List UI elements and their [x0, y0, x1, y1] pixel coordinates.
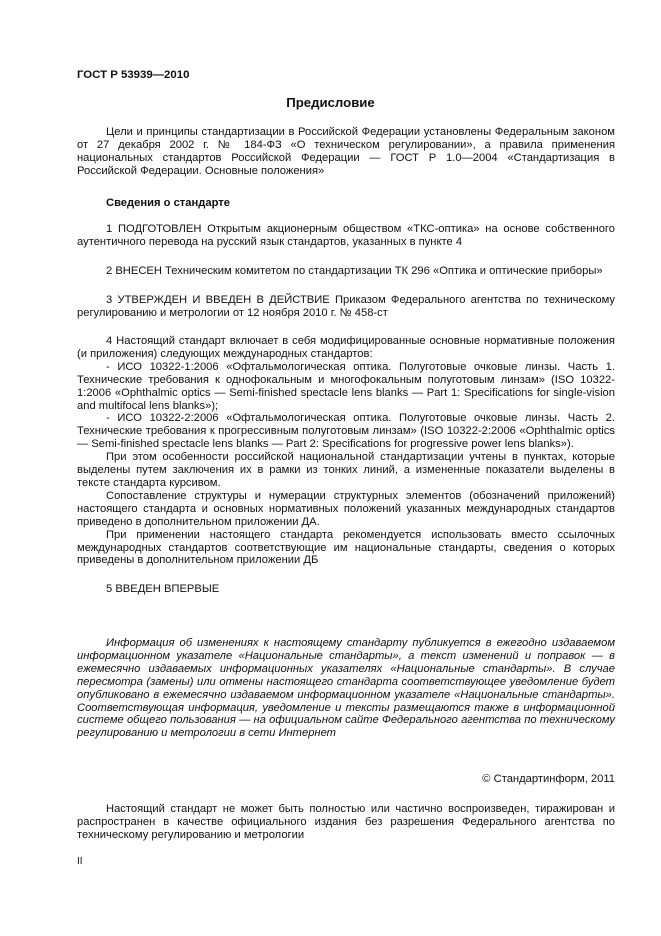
page-title: Предисловие: [286, 95, 375, 110]
item-1-prepared: 1 ПОДГОТОВЛЕН Открытым акционерным обществом «ТКС-оптика» на основе собственного аутентичного перевода на русский язык стандартов, указанных в пункте 4: [77, 223, 615, 248]
document-code-header: ГОСТ Р 53939—2010: [77, 69, 190, 81]
item-4-note-comparison: Сопоставление структуры и нумерации структурных элементов (обозначений приложений) настоящего стандарта и основных нормативных положений указанных международных стандартов приведено в дополнительном приложении ДА.: [77, 489, 615, 528]
item-4-block: [77, 335, 615, 567]
item-4-intro: 4 Настоящий стандарт включает в себя модифицированные основные нормативные положения (и приложения) следующих международных стандартов:: [77, 335, 615, 360]
intro-paragraph: Цели и принципы стандартизации в Российской Федерации установлены Федеральным законом от 27 декабря 2002 г. № 184-ФЗ «О техническом регулировании», а правила применения национальных стандартов Российской Федерации — ГОСТ Р 1.0—2004 «Стандартизация в Российской Федерации. Основные положения»: [77, 126, 615, 177]
changes-notice: Информация об изменениях к настоящему стандарту публикуется в ежегодно издаваемом информационном указателе «Национальные стандарты», а текст изменений и поправок — в ежемесячно издаваемых информационных указателях «Национальные стандарты». В случае пересмотра (замены) или отмены настоящего стандарта соответствующее уведомление будет опубликовано в ежемесячно издаваемом информационном указателе «Национальные стандарты». Соответствующая информация, уведомление и тексты размещаются также в информационной системе общего пользования — на официальном сайте Федерального агентства по техническому регулированию и метрологии в сети Интернет: [77, 637, 615, 740]
item-4-standard-1: - ИСО 10322-1:2006 «Офтальмологическая оптика. Полуготовые очковые линзы. Часть 1. Технические требования к однофокальным и многофокальным полуготовым линзам» (ISO 10322-1:2006 «Ophthalmic optics — Semi-finished spectacle lens blanks — Part 1: Specifications for single-vision and multifocal lens blanks»);: [77, 360, 615, 412]
item-3-approved: 3 УТВЕРЖДЕН И ВВЕДЕН В ДЕЙСТВИЕ Приказом Федерального агентства по техническому регулированию и метрологии от 12 ноября 2010 г. № 458-ст: [77, 294, 615, 319]
copyright: © Стандартинформ, 2011: [482, 773, 615, 785]
item-2-introduced: 2 ВНЕСЕН Техническим комитетом по стандартизации ТК 296 «Оптика и оптические приборы»: [106, 265, 603, 277]
page-number: II: [77, 856, 83, 867]
reproduction-notice: Настоящий стандарт не может быть полностью или частично воспроизведен, тиражирован и распространен в качестве официального издания без разрешения Федерального агентства по техническому регулированию и метрологии: [77, 803, 615, 841]
item-4-standard-2: - ИСО 10322-2:2006 «Офтальмологическая оптика. Полуготовые очковые линзы. Часть 2. Технические требования к прогрессивным полуготовым линзам» (ISO 10322-2:2006 «Ophthalmic optics — Semi-finished spectacle lens blanks — Part 2: Specifications for progressive power lens blanks»).: [77, 412, 615, 451]
item-4-note-national: При этом особенности российской национальной стандартизации учтены в пунктах, которые выделены путем заключения их в рамки из тонких линий, а измененные показатели выделены в тексте стандарта курсивом.: [77, 451, 615, 489]
standard-info-heading: Сведения о стандарте: [106, 197, 230, 209]
item-5-first-introduced: 5 ВВЕДЕН ВПЕРВЫЕ: [106, 583, 220, 595]
item-4-note-references: При применении настоящего стандарта рекомендуется использовать вместо ссылочных международных стандартов соответствующие им национальные стандарты, сведения о которых приведены в дополнительном приложении ДБ: [77, 528, 615, 567]
